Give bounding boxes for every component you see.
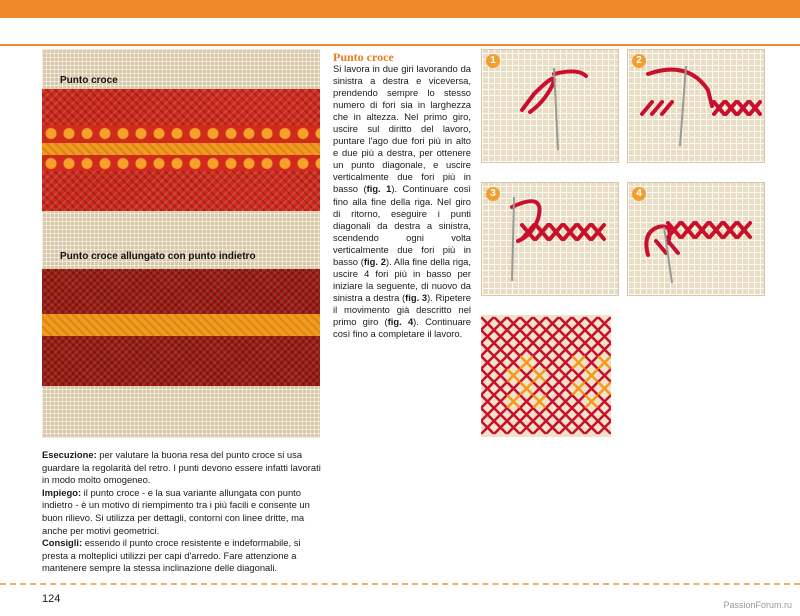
instructions-part-2: ). Continuare così fino alla fine della riga. Nel giro di ritorno, eseguire i punti diagonali da destra a sinistra, scendendo ogni volta verticalmente due fori più in basso ( — [333, 183, 471, 267]
dark-red-stitch-band-2 — [42, 336, 320, 386]
figure-4 — [627, 182, 765, 296]
fig-ref-2: fig. 2 — [363, 255, 386, 267]
watermark: PassionForum.ru — [723, 600, 792, 610]
figure-1 — [481, 49, 619, 163]
figure-3-drawing — [482, 183, 618, 295]
footer-dashed-rule — [0, 583, 800, 585]
dark-red-stitch-band — [42, 269, 320, 314]
esecuzione-label: Esecuzione: — [42, 449, 97, 460]
consigli-paragraph — [42, 537, 322, 575]
figure-1-drawing — [482, 50, 618, 162]
impiego-label: Impiego: — [42, 486, 82, 498]
instructions-part-5: ). Continuare così fino a completare il lavoro. — [333, 315, 471, 340]
photo-label-punto-allungato: Punto croce allungato con punto indietro — [60, 251, 256, 262]
red-stitch-band-2 — [42, 171, 320, 211]
finished-cross-stitch-pattern — [481, 315, 611, 437]
figure-2 — [627, 49, 765, 163]
technique-notes — [42, 449, 322, 575]
cross-motif-row — [42, 125, 320, 145]
top-rule — [0, 44, 800, 46]
section-title: Punto croce — [333, 50, 394, 64]
pattern-drawing — [481, 315, 611, 437]
figure-3-number: 3 — [486, 187, 500, 201]
figure-4-drawing — [628, 183, 764, 295]
instructions-part-3: ). Alla fine della riga, uscire 4 fori più in basso per iniziare la seguente, di nuovo da sinistra a destra ( — [333, 255, 471, 303]
instructions-part-1: Si lavora in due giri lavorando da sinistra a destra e viceversa, prendendo sempre lo stesso numero di fori sia in larghezza che in altezza. Nel primo giro, uscire sul diritto del lavoro, puntare l'ago due fori più in alto e due più a destra, per ottenere un punto diagonale, e uscire verticalmente due fori più in basso ( — [333, 63, 471, 195]
instructions-text — [333, 63, 471, 340]
fig-ref-4: fig. 4 — [387, 315, 414, 327]
red-stitch-band — [42, 89, 320, 129]
impiego-paragraph — [42, 487, 322, 537]
impiego-text: il punto croce - e la sua variante allungata con punto indietro - è un motivo di riempimento tra i più facili e consente un buon rilievo. Si utilizza per dettagli, contorni con linee dritte, ma anche per motivi geometrici. — [42, 486, 310, 536]
photo-label-punto-croce: Punto croce — [60, 75, 118, 86]
figure-4-number: 4 — [632, 187, 646, 201]
fig-ref-1: fig. 1 — [366, 183, 392, 195]
consigli-label: Consigli: — [42, 537, 83, 549]
consigli-text: essendo il punto croce resistente e indeformabile, si presta a molteplici utilizzi per capi d'arredo. Fare attenzione a mantenere sempre la stessa inclinazione delle diagonali. — [42, 537, 301, 574]
esecuzione-text: per valutare la buona resa del punto croce si usa guardare la regolarità del retro. I punti devono essere infatti lavorati in modo molto omogeneo. — [42, 449, 321, 486]
esecuzione-paragraph — [42, 449, 322, 487]
top-color-bar — [0, 0, 800, 18]
fig-ref-3: fig. 3 — [405, 291, 428, 303]
stitch-sample-photo — [42, 49, 320, 438]
figure-3 — [481, 182, 619, 296]
figure-1-number: 1 — [486, 54, 500, 68]
orange-stitch-band-2 — [42, 314, 320, 336]
page-number: 124 — [42, 593, 61, 605]
figure-2-number: 2 — [632, 54, 646, 68]
figure-2-drawing — [628, 50, 764, 162]
instructions-part-4: ). Ripetere il movimento già descritto nel primo giro ( — [333, 291, 471, 327]
